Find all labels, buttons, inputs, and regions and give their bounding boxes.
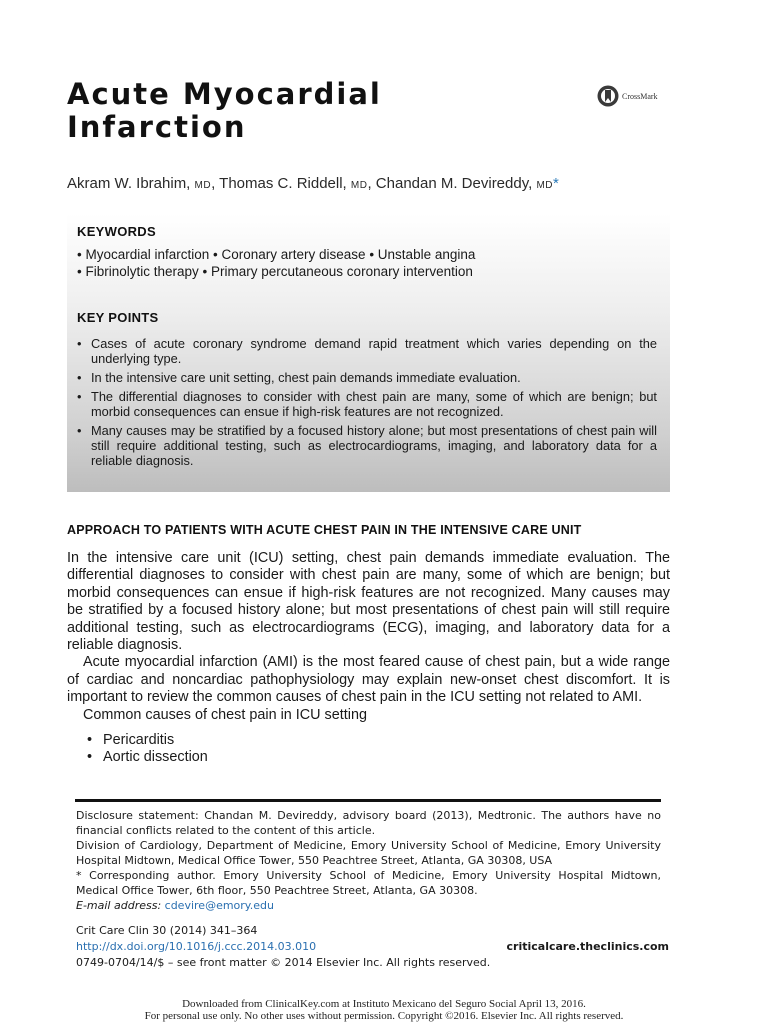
doi-row: [76, 939, 669, 955]
footer-line: Downloaded from ClinicalKey.com at Instituto Mexicano del Seguro Social April 13, 2016.: [182, 998, 586, 1010]
disclosure-statement: Disclosure statement: Chandan M. Devireddy, advisory board (2013), Medtronic. The authors have no financial conflicts related to the content of this article.: [76, 809, 661, 837]
author-degree: MD: [194, 180, 212, 191]
keywords-line: • Fibrinolytic therapy • Primary percutaneous coronary intervention: [77, 264, 473, 279]
author-separator: ,: [211, 175, 220, 192]
footer-line: For personal use only. No other uses without permission. Copyright ©2016. Elsevier Inc. All rights reserved.: [144, 1010, 624, 1022]
author-separator: ,: [367, 175, 376, 192]
key-point-item: • In the intensive care unit setting, chest pain demands immediate evaluation.: [77, 370, 657, 385]
title-line-1: Acute Myocardial: [67, 77, 382, 111]
corresponding-author-note: * Corresponding author. Emory University School of Medicine, Emory University Hospital Midtown, Medical Office Tower, 6th floor, 550 Peachtree Street, Atlanta, GA 30308.: [76, 869, 661, 897]
author-name: Thomas C. Riddell,: [219, 175, 351, 192]
author-name: Chandan M. Devireddy,: [375, 175, 537, 192]
chest-pain-causes-list: [67, 732, 670, 767]
crossmark-icon: [597, 85, 619, 107]
list-item: • Aortic dissection: [87, 749, 670, 766]
key-point-item: • The differential diagnoses to consider with chest pain are many, some of which are benign; but morbid consequences can ensue if high-risk features are not recognized.: [77, 389, 657, 419]
author-list: [67, 175, 559, 192]
crossmark-label: CrossMark: [622, 91, 658, 101]
author-degree: MD: [536, 180, 553, 191]
keywords-line: • Myocardial infarction • Coronary artery disease • Unstable angina: [77, 247, 476, 262]
footnote-divider: [75, 799, 661, 802]
journal-reference: Crit Care Clin 30 (2014) 341–364: [76, 924, 258, 937]
key-points-heading: KEY POINTS: [77, 310, 159, 325]
crossmark-badge[interactable]: [597, 85, 658, 107]
key-points-list: [77, 336, 657, 472]
body-paragraph: In the intensive care unit (ICU) setting, chest pain demands immediate evaluation. The differential diagnoses to consider with chest pain are many, some of which are benign; but morbid consequences can ensue if high-risk features are not recognized. Many causes may be stratified by a focused history alone; but most presentations of chest pain will still require additional testing, such as electrocardiograms (ECG), imaging, and laboratory data for a reliable diagnosis.: [67, 550, 670, 654]
email-line: [76, 898, 661, 913]
section-body: [67, 550, 670, 767]
journal-website: criticalcare.theclinics.com: [506, 940, 669, 953]
copyright-line: 0749-0704/14/$ – see front matter © 2014 Elsevier Inc. All rights reserved.: [76, 956, 491, 969]
body-paragraph: Common causes of chest pain in ICU setting: [83, 706, 367, 723]
author-affiliation: Division of Cardiology, Department of Medicine, Emory University School of Medicine, Emory University Hospital Midtown, Medical Office Tower, 550 Peachtree Street, Atlanta, GA 30308, USA: [76, 839, 661, 867]
corresponding-author-mark[interactable]: *: [553, 175, 559, 192]
download-footer: [0, 998, 768, 1022]
email-label: E-mail address:: [76, 899, 162, 912]
citation-block: [76, 923, 669, 971]
key-point-item: • Many causes may be stratified by a focused history alone; but most presentations of chest pain will still require additional testing, such as electrocardiograms, imaging, and laboratory data for a reliable diagnosis.: [77, 423, 657, 468]
title-line-2: Infarction: [67, 110, 247, 144]
key-point-item: • Cases of acute coronary syndrome demand rapid treatment which varies depending on the underlying type.: [77, 336, 657, 366]
keywords-heading: KEYWORDS: [77, 224, 156, 239]
doi-link[interactable]: http://dx.doi.org/10.1016/j.ccc.2014.03.010: [76, 940, 317, 953]
keywords-keypoints-box: [67, 214, 670, 492]
list-item: • Pericarditis: [87, 732, 670, 749]
article-title: [67, 78, 382, 144]
author-degree: MD: [350, 180, 368, 191]
body-paragraph: Acute myocardial infarction (AMI) is the most feared cause of chest pain, but a wide range of cardiac and noncardiac pathophysiology may explain new-onset chest discomfort. It is important to review the common causes of chest pain in the ICU setting not related to AMI.: [67, 654, 670, 706]
author-name: Akram W. Ibrahim,: [67, 175, 195, 192]
section-heading: APPROACH TO PATIENTS WITH ACUTE CHEST PAIN IN THE INTENSIVE CARE UNIT: [67, 523, 582, 537]
disclosure-notes: [76, 808, 661, 913]
email-link[interactable]: cdevire@emory.edu: [164, 899, 274, 912]
